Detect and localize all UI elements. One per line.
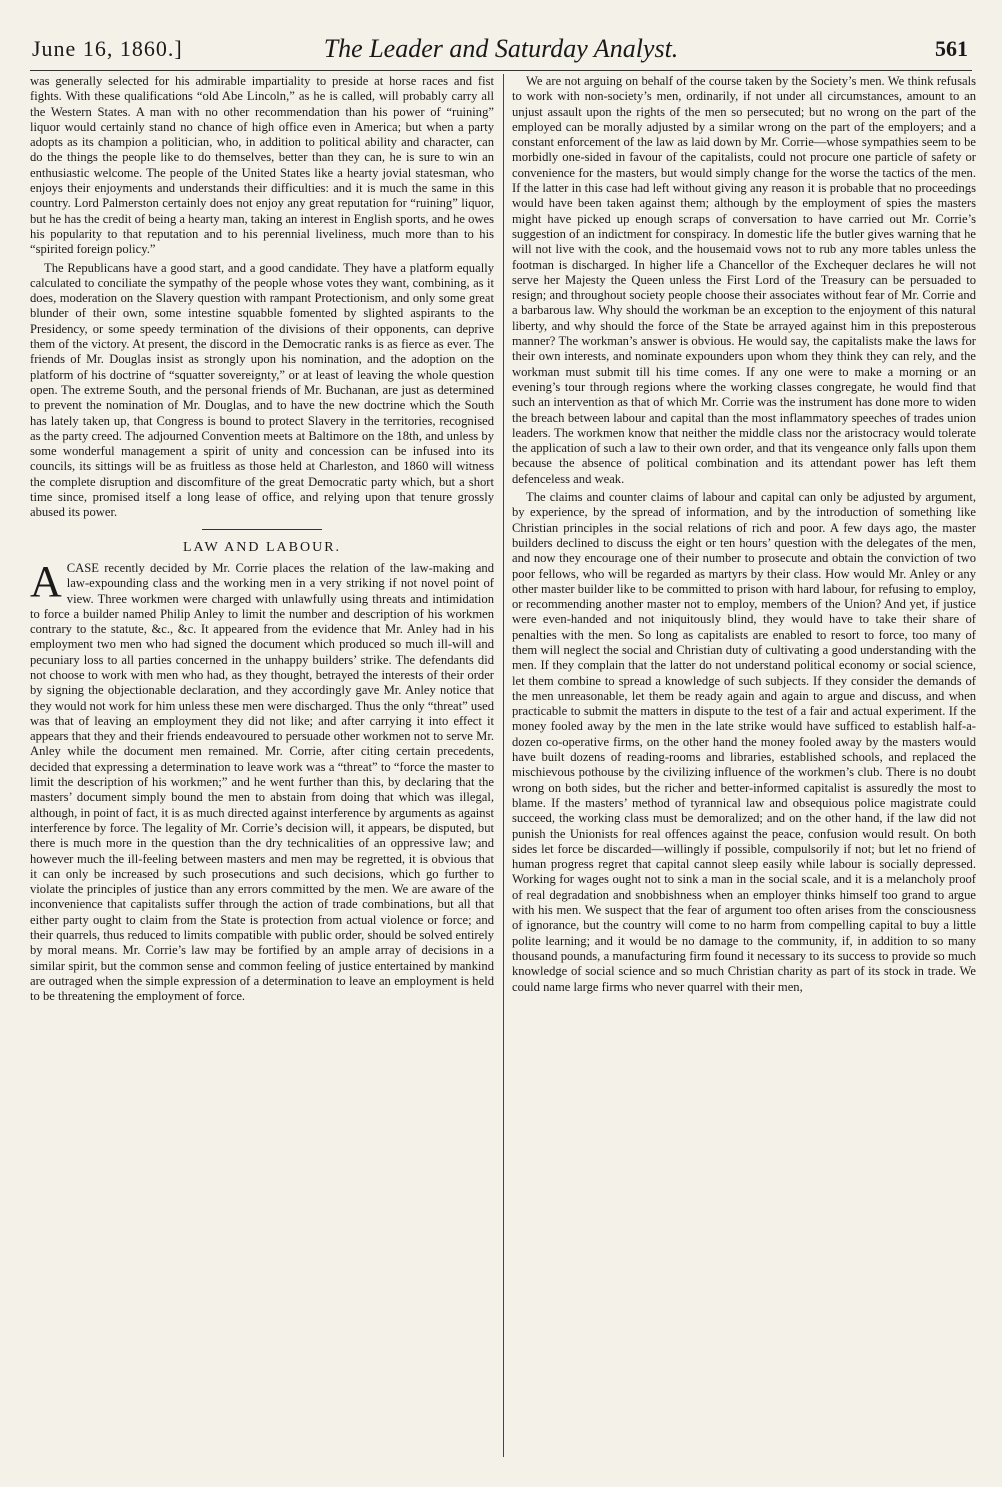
left-column <box>30 74 494 1005</box>
column-divider <box>503 74 504 1457</box>
right-column <box>512 74 976 995</box>
drop-cap: A <box>30 556 62 606</box>
article-columns <box>30 74 976 1487</box>
section-paragraph-text: CASE recently decided by Mr. Corrie places the relation of the law-making and law-expounding class and the working men in a very striking if not novel point of view. Three workmen were charged with unlawfully using threats and intimidation to force a builder named Philip Anley to limit the number and description of his workmen contrary to the statute, &c., &c. It appeared from the evidence that Mr. Anley had in his employment two men who had signed the document which produced so much ill-will and pecuniary loss to all parties concerned in the unhappy builders’ strike. The defendants did not choose to work with men who had, as they thought, betrayed the interests of their order by signing the objectionable declaration, and they accordingly gave Mr. Anley notice that they would not work for him unless these men were discharged. Thus the only “threat” used was that of leaving an employment they did not like; and after carrying it into effect it appears that they and their friends endeavoured to persuade other workmen not to serve Mr. Anley while the document men remained. Mr. Corrie, after citing certain precedents, decided that expressing a determination to leave work was a “threat” to “force the master to limit the description of his workmen;” and he went further than this, by declaring that the masters’ document simply bound the men to abstain from doing that which was illegal, although, in point of fact, it is as much directed against interference by arguments as against interference by force. The legality of Mr. Corrie’s decision will, it appears, be disputed, but there is much more in the question than the dry technicalities of an oppressive law; and however much the ill-feeling between masters and men may be regretted, it is obvious that it can only be increased by such prosecutions and such decisions, which go further to violate the principles of justice than any errors committed by the men. We are aware of the inconvenience that capitalists suffer through the action of trade combinations, but all that either party ought to claim from the State is protection from actual violence or force; and their quarrels, thus reduced to limits compatible with public order, should be solved entirely by moral means. Mr. Corrie’s law may be fortified by an ample array of decisions in a similar spirit, but the common sense and common feeling of justice entertained by mankind are outraged when the simple expression of a determination to leave an employment is held to be threatening the employment of force. <box>30 560 494 1004</box>
section-separator <box>202 529 322 530</box>
right-paragraph-1: We are not arguing on behalf of the course taken by the Society’s men. We think refusals to work with non-society’s men, ordinarily, if not under all circumstances, amount to an unjust assault upon the rights of the men so persecuted; but no wrong on the part of the employed can be morally adjusted by a similar wrong on the part of the employers; and a constant enforcement of the law as laid down by Mr. Corrie—whose sympathies seem to be morbidly one-sided in favour of the capitalists, could not procure one particle of safety or convenience for the masters, but would simply change for the worse the tactics of the men. If the latter in this case had left without giving any reason it is probable that no proceedings would have been taken against them; although by the employment of spies the masters might have picked up enough scraps of conversation to have carried out Mr. Corrie’s suggestion of an indictment for conspiracy. In domestic life the butler gives warning that he will not live with the cook, and the housemaid vows not to rub any more tables unless the footman is discharged. In higher life a Chancellor of the Exchequer declares he will not serve her Majesty the Queen unless the First Lord of the Treasury can be persuaded to resign; and throughout society people choose their associates without fear of Mr. Corrie and a barbarous law. Why should the workman be an exception to the enjoyment of this natural liberty, and why should the force of the State be arrayed against him in this preposterous manner? The workman’s answer is obvious. He would say, the capitalists make the laws for their own interests, and nominate expounders upon whom they think they can rely, and the workman must submit till his time comes. If any one were to make a morning or an evening’s tour through regions where the working classes congregate, he would find that such an intervention as that of which Mr. Corrie was the instrument has done more to widen the breach between labour and capital than the most inflammatory speeches of trades union leaders. The workmen know that neither the middle class nor the aristocracy would tolerate the application of such a law to their own order, and that its vengeance only falls upon them because the absence of political combination and its attendant power has left them defenceless and weak. <box>512 74 976 486</box>
publication-title: The Leader and Saturday Analyst. <box>323 34 679 63</box>
left-paragraph-2: The Republicans have a good start, and a good candidate. They have a platform equally calculated to conciliate the sympathy of the people whose votes they want, combining, as it does, moderation on the Slavery question with rampant Protectionism, and only some great blunder of their own, some intestine squabble fomented by slighted aspirants to the Presidency, or some speedy termination of the divisions of their opponents, can deprive them of the victory. At present, the discord in the Democratic ranks is as fierce as ever. The friends of Mr. Douglas insist as strongly upon his nomination, and the adoption on the platform of his doctrine of “squatter sovereignty,” or at least of leaving the whole question open. The extreme South, and the personal friends of Mr. Buchanan, are just as determined to prevent the nomination of Mr. Douglas, and to have the new doctrine which the South has lately taken up, that Congress is bound to protect Slavery in the territories, recognised as the party creed. The adjourned Convention meets at Baltimore on the 18th, and unless by some wonderful management a spirit of unity and concession can be infused into its councils, its sittings will be as fruitless as those held at Charleston, and 1860 will witness the complete disruption and discomfiture of the great Democratic party which, but a short time since, promised itself a long lease of office, and relying upon that tenure grossly abused its power. <box>30 260 494 520</box>
issue-date: June 16, 1860.] <box>32 36 183 61</box>
page-number: 561 <box>935 36 968 61</box>
page-header <box>30 30 972 70</box>
section-paragraph-1 <box>30 556 494 1005</box>
right-paragraph-2: The claims and counter claims of labour and capital can only be adjusted by argument, by experience, by the spread of information, and by the introduction of something like Christian principles in the social relations of rich and poor. A few days ago, the master builders declined to discuss the eight or ten hours’ question with the delegates of the men, and now they encourage one of their number to prosecute and obtain the conviction of two poor fellows, who will be regarded as martyrs by their class. How would Mr. Anley or any other master builder like to be committed to prison with hard labour, for refusing to employ, or recommending another master not to employ, members of the Union? And yet, if justice were even-handed and not iniquitously blind, they would have to take their share of penalties with the men. So long as capitalists are enabled to resort to force, too many of them will neglect the social and Christian duty of cultivating a good understanding with the men. If they complain that the latter do not understand political economy or social science, let them combine to spread a knowledge of such subjects. If they consider the demands of the men unreasonable, let them be ready again and again to argue and discuss, and when practicable to submit the matters in dispute to the test of a fair and actual experiment. If the money fooled away by the men in the late strike would have sufficed to establish half-a-dozen co-operative firms, on the other hand the money fooled away by the masters would have built dozens of reading-rooms and libraries, established schools, and replaced the mischievous pothouse by the civilizing influence of the workmen’s club. There is no doubt wrong on both sides, but the richer and better-informed capitalist is assuredly the most to blame. If the masters’ method of tyrannical law and obsequious police magistrate could succeed, the working class must be demoralized; and on the other hand, if the law did not punish the Unionists for real offences against the peace, confusion would result. On both sides let force be discarded—willingly if possible, compulsorily if not; but let no friend of human progress regret that capital cannot sleep easily while labour is socially depressed. Working for wages ought not to sink a man in the social scale, and it is a melancholy proof of real degradation and snobbishness when an employer thinks himself too grand to argue with his men. We suspect that the fear of argument too often arises from the consciousness of ignorance, but the country will come to no harm from compelling capital to buy a little polite learning; and it would be no damage to the community, if, in addition to so many thousand pounds, a manufacturing firm found it necessary to its success to provide so much knowledge of social science and so much Christian charity as part of its stock in trade. We could name large firms who never quarrel with their men, <box>512 490 976 994</box>
header-rule <box>30 70 972 71</box>
section-title: LAW AND LABOUR. <box>182 539 342 555</box>
left-paragraph-1: was generally selected for his admirable impartiality to preside at horse races and fist fights. With these qualifications “old Abe Lincoln,” as he is called, will probably carry all the Western States. A man with no other recommendation than his power of “ruining” liquor would certainly stand no chance of high office even in America; but when a party adopts as its champion a politician, who, in addition to political ability and character, can do the things the people like to do themselves, better than they can, he is sure to win an enthusiastic welcome. The people of the United States like a hearty jovial statesman, who enjoys their enjoyments and understands their difficulties: and it is much the same in this country. Lord Palmerston certainly does not enjoy any great reputation for “ruining” liquor, but he has the credit of being a hearty man, taking an interest in English sports, and he owes his popularity to that reputation and to his perennial liveliness, much more than to his “spirited foreign policy.” <box>30 74 494 257</box>
